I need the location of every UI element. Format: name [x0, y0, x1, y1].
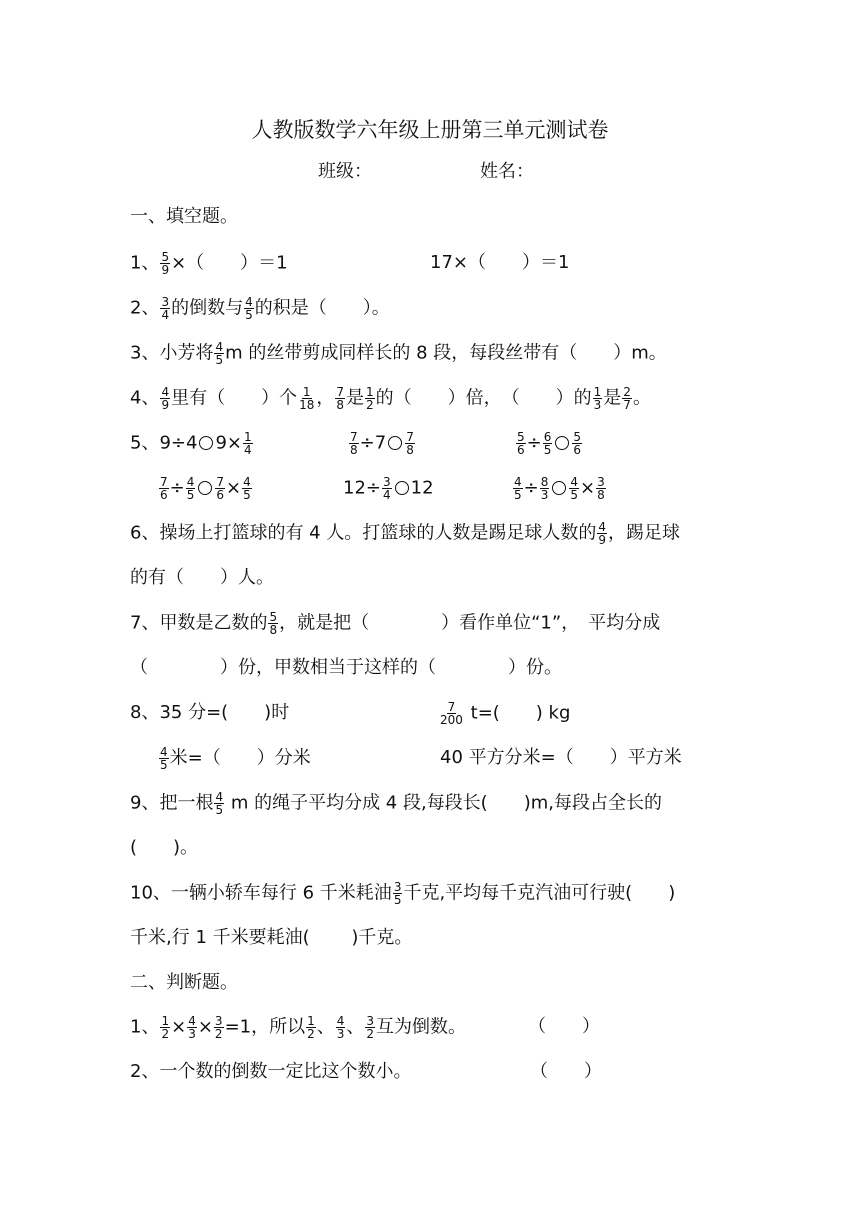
question-3: 3、小芳将 $\frac{4}{5}$ m 的丝带剪成同样长的 8 段，每段丝带有（ ）m。 — [130, 340, 667, 367]
fraction: $\frac{3}{2}$ — [214, 1014, 223, 1041]
fraction: $\frac{4}{9}$ — [161, 385, 170, 412]
question-10-line2: 千米,行 1 千米要耗油( )千克。 — [130, 927, 413, 948]
fraction: $\frac{4}{5}$ — [245, 295, 253, 322]
question-6: 6、操场上打篮球的有 4 人。打篮球的人数是踢足球人数的 $\frac{4}{9}$ ，踢足球 — [130, 520, 680, 547]
fraction: $\frac{1}{2}$ — [366, 385, 374, 412]
fraction: $\frac{7}{6}$ — [216, 475, 225, 502]
fraction: $\frac{5}{8}$ — [269, 610, 278, 637]
fraction: $\frac{1}{4}$ — [244, 430, 252, 457]
question-8d: 40 平方分米=（ ）平方米 — [440, 747, 682, 768]
fraction: $\frac{1}{2}$ — [307, 1014, 315, 1041]
fraction: $\frac{4}{5}$ — [215, 340, 224, 367]
fraction: $\frac{5}{9}$ — [161, 250, 170, 277]
compare-circle — [199, 436, 213, 450]
fraction: $\frac{4}{3}$ — [188, 1014, 196, 1041]
fraction: $\frac{8}{3}$ — [540, 475, 549, 502]
fraction: $\frac{7}{6}$ — [160, 475, 168, 502]
fraction: $\frac{2}{7}$ — [623, 385, 631, 412]
compare-circle — [555, 436, 569, 450]
fraction: $\frac{3}{8}$ — [597, 475, 605, 502]
class-label: 班级： — [318, 161, 372, 182]
fraction: $\frac{7}{8}$ — [406, 430, 414, 457]
fraction: $\frac{4}{5}$ — [570, 475, 579, 502]
question-1a: 1、 $\frac{5}{9}$ ×（ ）＝1 — [130, 250, 288, 277]
compare-circle — [388, 436, 402, 450]
fraction: $\frac{3}{5}$ — [393, 880, 402, 907]
question-4: 4、 $\frac{4}{9}$ 里有（ ）个 $\frac{1}{18}$ ， $\frac{7}{8}$ 是 $\frac{1}{2}$ 的（ ）倍， （ ）的 $\frac{1}{3}$ 是 $\frac{2}{7}$ 。 — [130, 385, 651, 412]
section-fill-blank: 一、填空题。 — [130, 206, 238, 227]
fraction: $\frac{1}{18}$ — [299, 385, 315, 412]
fraction: $\frac{5}{6}$ — [573, 430, 582, 457]
question-5c: $\frac{5}{6}$ ÷ $\frac{6}{5}$ $\frac{5}{6}$ — [517, 430, 582, 457]
question-5b: $\frac{7}{8}$ ÷7 $\frac{7}{8}$ — [350, 430, 414, 457]
judge-2-answer: （ ） — [530, 1061, 602, 1082]
page-title: 人教版数学六年级上册第三单元测试卷 — [251, 118, 609, 142]
name-label: 姓名： — [480, 161, 534, 182]
question-5f: $\frac{4}{5}$ ÷ $\frac{8}{3}$ $\frac{4}{5}$ × $\frac{3}{8}$ — [514, 475, 605, 502]
fraction: $\frac{7}{200}$ — [440, 700, 463, 727]
fraction: $\frac{7}{8}$ — [350, 430, 358, 457]
fraction: $\frac{3}{4}$ — [161, 295, 170, 322]
fraction: $\frac{7}{8}$ — [336, 385, 345, 412]
fraction: $\frac{4}{5}$ — [215, 790, 224, 817]
fraction: $\frac{4}{5}$ — [243, 475, 251, 502]
compare-circle — [552, 481, 566, 495]
question-5a: 5、9÷4 9× $\frac{1}{4}$ — [130, 430, 252, 457]
fraction: $\frac{4}{9}$ — [598, 520, 606, 547]
fraction: $\frac{6}{5}$ — [543, 430, 552, 457]
question-1b: 17×（ ）＝1 — [430, 252, 570, 273]
section-judgement: 二、判断题。 — [130, 972, 238, 993]
fraction: $\frac{3}{4}$ — [383, 475, 391, 502]
fraction: $\frac{1}{3}$ — [593, 385, 602, 412]
question-10: 10、一辆小轿车每行 6 千米耗油 $\frac{3}{5}$ 千克,平均每千克汽油可行驶( ) — [130, 880, 676, 907]
fraction: $\frac{1}{2}$ — [161, 1014, 170, 1041]
fraction: $\frac{5}{6}$ — [517, 430, 525, 457]
question-5e: 12÷ $\frac{3}{4}$ 12 — [343, 475, 434, 502]
fraction: $\frac{4}{5}$ — [160, 745, 168, 772]
fraction: $\frac{4}{5}$ — [514, 475, 522, 502]
compare-circle — [198, 481, 212, 495]
compare-circle — [395, 481, 409, 495]
judge-2: 2、一个数的倒数一定比这个数小。 — [130, 1061, 412, 1082]
question-8b: $\frac{7}{200}$ t=( ) kg — [440, 700, 571, 727]
judge-1: 1、 $\frac{1}{2}$ × $\frac{4}{3}$ × $\frac{3}{2}$ =1，所以 $\frac{1}{2}$ 、 $\frac{4}{3}$ 、 $\frac{3}{2}$ 互为倒数。 — [130, 1014, 467, 1041]
question-6-line2: 的有（ ）人。 — [130, 567, 274, 588]
question-8c: $\frac{4}{5}$ 米=（ ）分米 — [160, 745, 311, 772]
question-2: 2、 $\frac{3}{4}$ 的倒数与 $\frac{4}{5}$ 的积是（ ）。 — [130, 295, 390, 322]
judge-1-answer: （ ） — [528, 1016, 600, 1037]
fraction: $\frac{4}{5}$ — [186, 475, 195, 502]
question-7: 7、甲数是乙数的 $\frac{5}{8}$ ，就是把（ ）看作单位“1”， 平均分成 — [130, 610, 661, 637]
question-8a: 8、35 分=( )时 — [130, 702, 290, 723]
question-9: 9、把一根 $\frac{4}{5}$ m 的绳子平均分成 4 段,每段长( )m,每段占全长的 — [130, 790, 662, 817]
question-9-line2: ( )。 — [130, 837, 199, 858]
question-7-line2: （ ）份，甲数相当于这样的（ ）份。 — [130, 657, 562, 678]
fraction: $\frac{4}{3}$ — [336, 1014, 345, 1041]
fraction: $\frac{3}{2}$ — [366, 1014, 375, 1041]
question-5d: $\frac{7}{6}$ ÷ $\frac{4}{5}$ $\frac{7}{6}$ × $\frac{4}{5}$ — [160, 475, 251, 502]
